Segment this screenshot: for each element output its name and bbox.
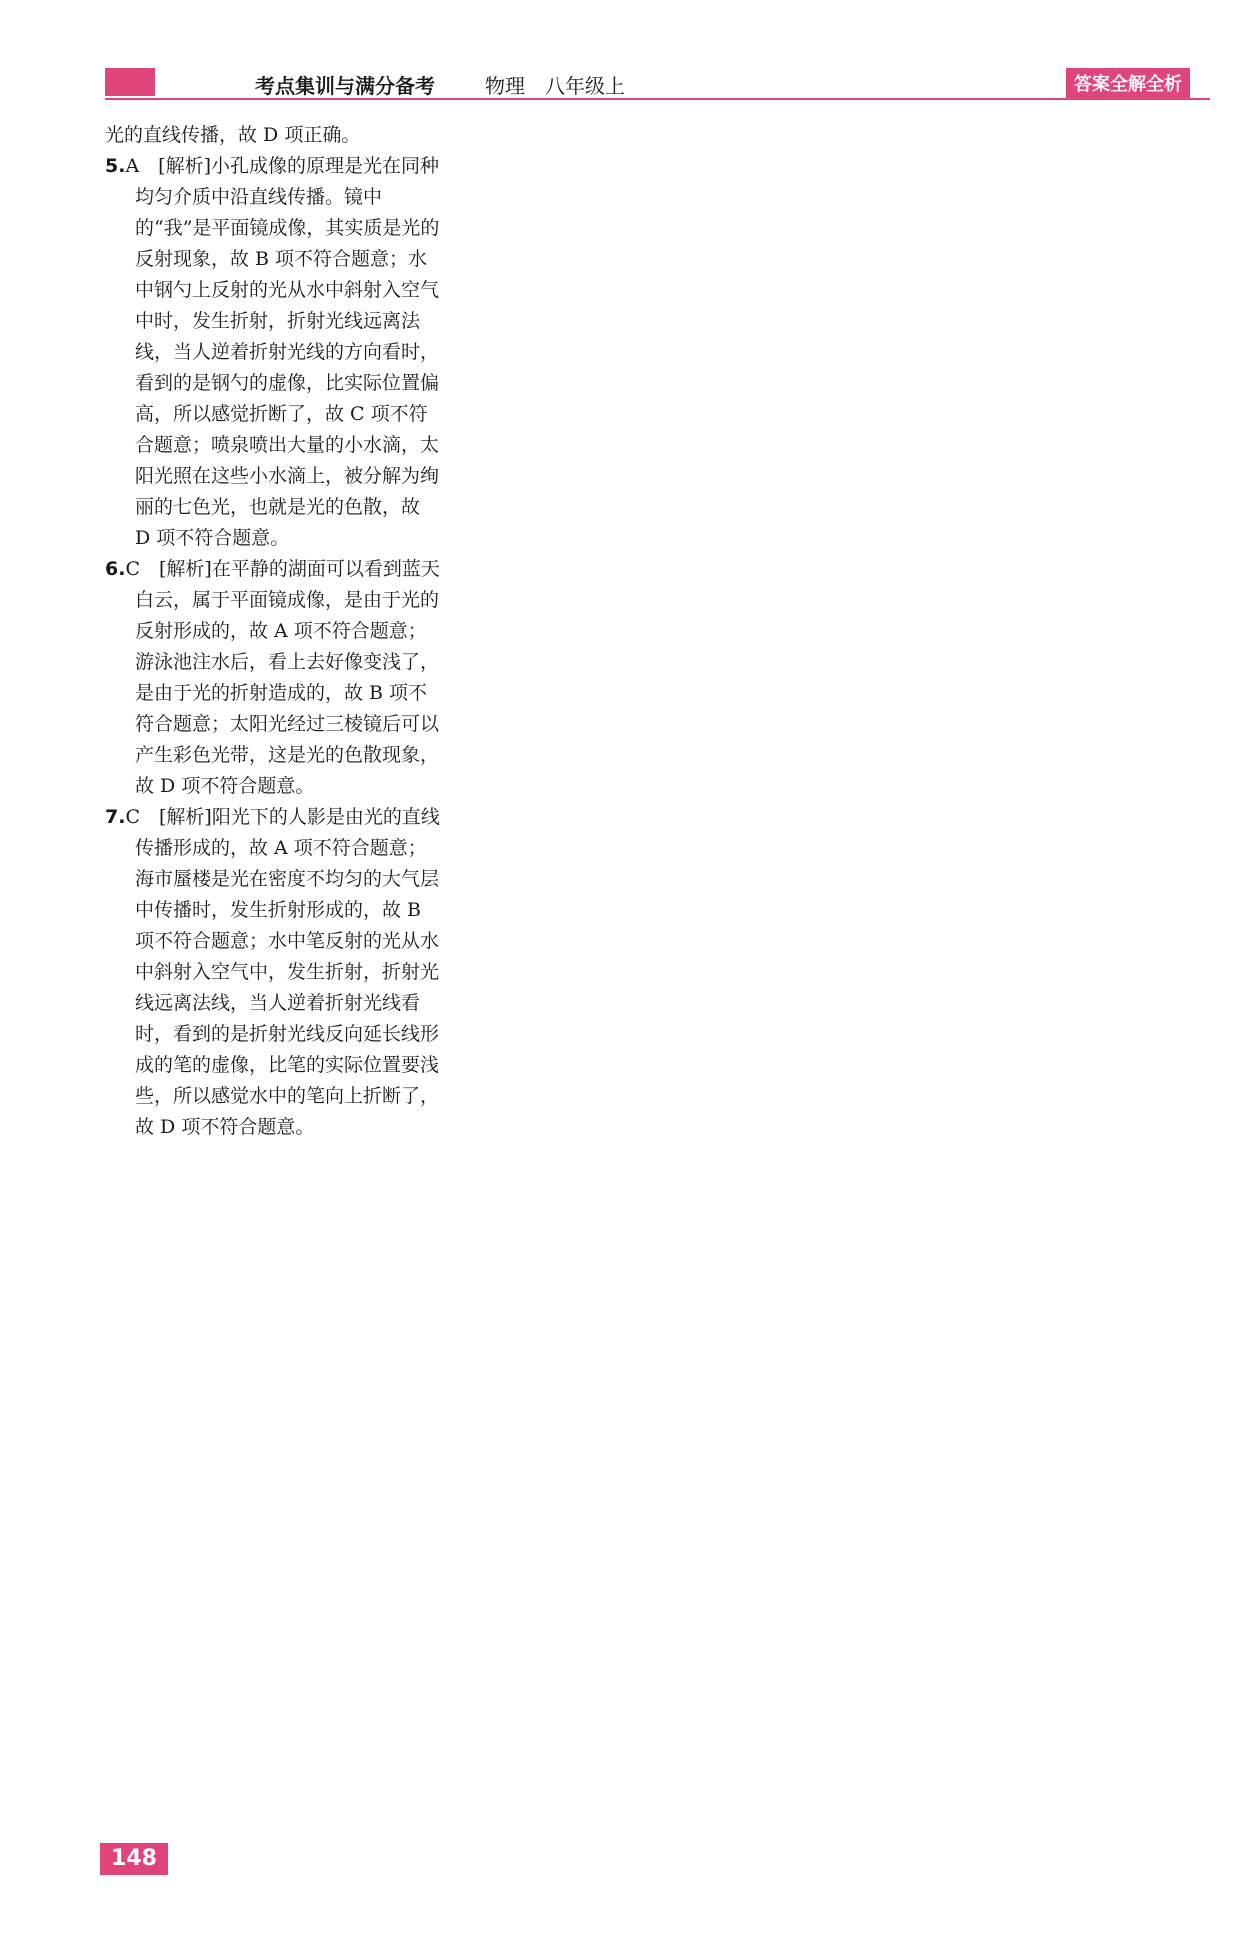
page-number: 148 — [100, 1843, 168, 1875]
answer-item — [105, 151, 440, 554]
answer-text: A [解析]小孔成像的原理是光在同种均匀介质中沿直线传播。镜中的“我”是平面镜成像，其实质是光的反射现象，故 B 项不符合题意；水中钢勺上反射的光从水中斜射入空气中时，发生折射，折射光线远离法线，当人逆着折射光线的方向看时，看到的是钢勺的虚像，比实际位置偏高，所以感觉折断了，故 C 项不符合题意；喷泉喷出大量的小水滴，太阳光照在这些小水滴上，被分解为绚丽的七色光，也就是光的色散，故 D 项不符合题意。 — [125, 155, 440, 549]
answer-text: C [解析]阳光下的人影是由光的直线传播形成的，故 A 项不符合题意；海市蜃楼是光在密度不均匀的大气层中传播时，发生折射形成的，故 B 项不符合题意；水中笔反射的光从水中斜射入空气中，发生折射，折射光线远离法线，当人逆着折射光线看时，看到的是折射光线反向延长线形成的笔的虚像，比笔的实际位置要浅些，所以感觉水中的笔向上折断了，故 D 项不符合题意。 — [125, 806, 440, 1138]
answer-item — [105, 802, 440, 1143]
answer-number: 7. — [105, 806, 126, 828]
book-title: 考点集训与满分备考 — [255, 74, 435, 98]
subject-label: 物理 八年级上 — [485, 74, 625, 98]
answer-tag: 答案全解全析 — [1066, 68, 1190, 98]
column-left — [105, 120, 440, 1143]
answer-list — [105, 151, 440, 1143]
answer-number: 6. — [105, 558, 126, 580]
lead-text: 光的直线传播，故 D 项正确。 — [105, 124, 361, 146]
header-brand-bar — [105, 68, 155, 96]
answer-text: C [解析]在平静的湖面可以看到蓝天白云，属于平面镜成像，是由于光的反射形成的，故 A 项不符合题意；游泳池注水后，看上去好像变浅了，是由于光的折射造成的，故 B 项不符合题意；太阳光经过三棱镜后可以产生彩色光带，这是光的色散现象，故 D 项不符合题意。 — [125, 558, 440, 797]
answer-item — [105, 554, 440, 802]
answer-number: 5. — [105, 155, 126, 177]
page-header — [105, 68, 1210, 100]
